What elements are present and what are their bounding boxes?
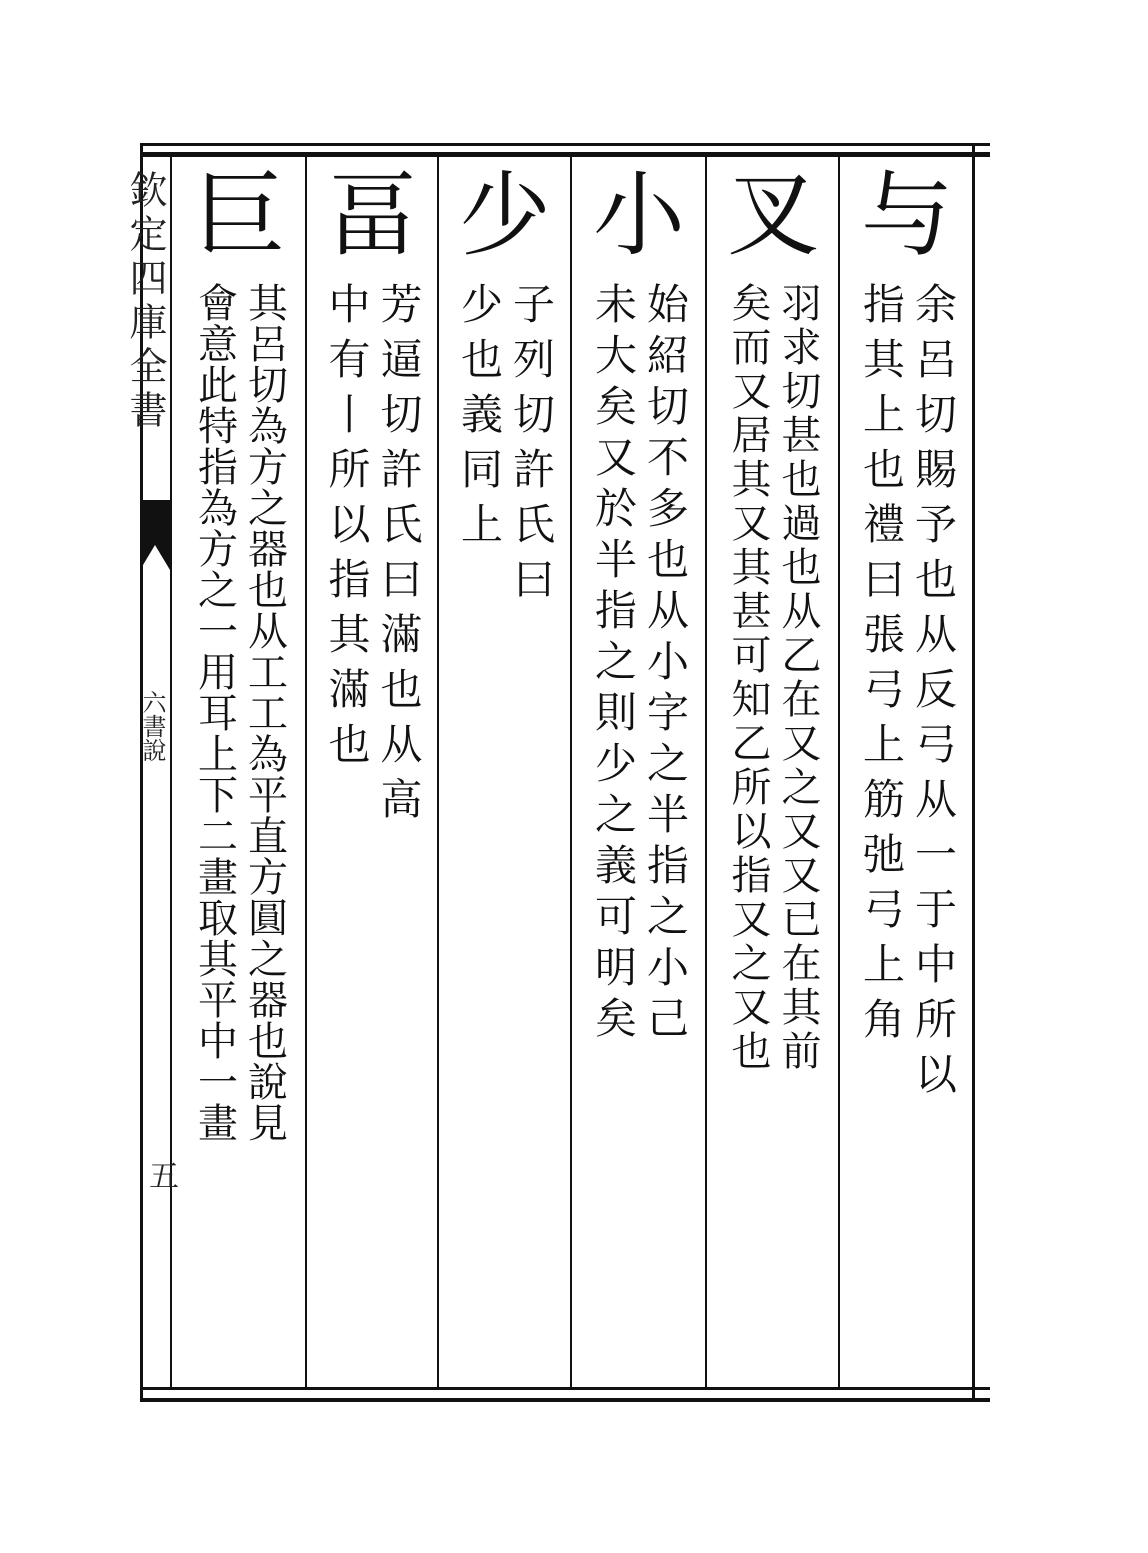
seal-glyph: 小	[592, 162, 685, 269]
column-divider-1	[838, 157, 840, 1389]
entry-line: 芳逼切許氏曰滿也从高	[374, 282, 424, 832]
fishtail-mark	[140, 500, 170, 570]
entry-4	[440, 162, 570, 612]
seal-glyph: 畐	[326, 162, 419, 269]
page-number: 五	[143, 1160, 178, 1190]
entry-line: 羽求切甚也過也从乙在又之又又已在其前	[775, 282, 821, 1074]
column-divider-3	[570, 157, 572, 1389]
seal-glyph: 少	[458, 162, 551, 269]
column-divider-2	[705, 157, 707, 1389]
entry-2	[708, 162, 838, 1074]
section-title: 六書說	[138, 690, 166, 762]
entry-line: 中有丨所以指其滿也	[322, 282, 372, 777]
entry-1	[842, 162, 972, 1107]
entry-line: 指其上也禮曰張弓上筋弛弓上角	[857, 282, 906, 1052]
bottom-border-thin	[140, 1387, 990, 1390]
bottom-border-thick	[140, 1398, 990, 1402]
entry-5	[308, 162, 437, 832]
seal-glyph: 巨	[193, 162, 286, 269]
entry-line: 子列切許氏曰	[507, 282, 556, 612]
column-divider-5	[305, 157, 307, 1389]
entry-line: 矣而又居其又其甚可知乙所以指又之又也	[725, 282, 771, 1074]
top-border-thin	[140, 143, 990, 146]
entry-line: 余呂切賜予也从反弓从一于中所以	[909, 282, 958, 1107]
entry-line: 始紹切不多也从小字之半指之小己	[641, 282, 690, 1047]
seal-glyph: 叉	[726, 162, 819, 269]
top-border-thick	[140, 152, 990, 157]
seal-glyph: 与	[860, 162, 953, 269]
column-divider-4	[437, 157, 439, 1389]
entry-line: 會意此特指為方之一用耳上下二畫取其平中一畫	[191, 282, 238, 1143]
entry-3	[573, 162, 705, 1047]
entry-6	[174, 162, 305, 1143]
book-title: 欽定四庫全書	[123, 170, 167, 434]
entry-line: 未大矣又於半指之則少之義可明矣	[589, 282, 638, 1047]
entry-line: 少也義同上	[455, 282, 504, 557]
entry-line: 其呂切為方之器也从工工為平直方圓之器也說見	[241, 282, 288, 1143]
right-border	[972, 145, 975, 1402]
